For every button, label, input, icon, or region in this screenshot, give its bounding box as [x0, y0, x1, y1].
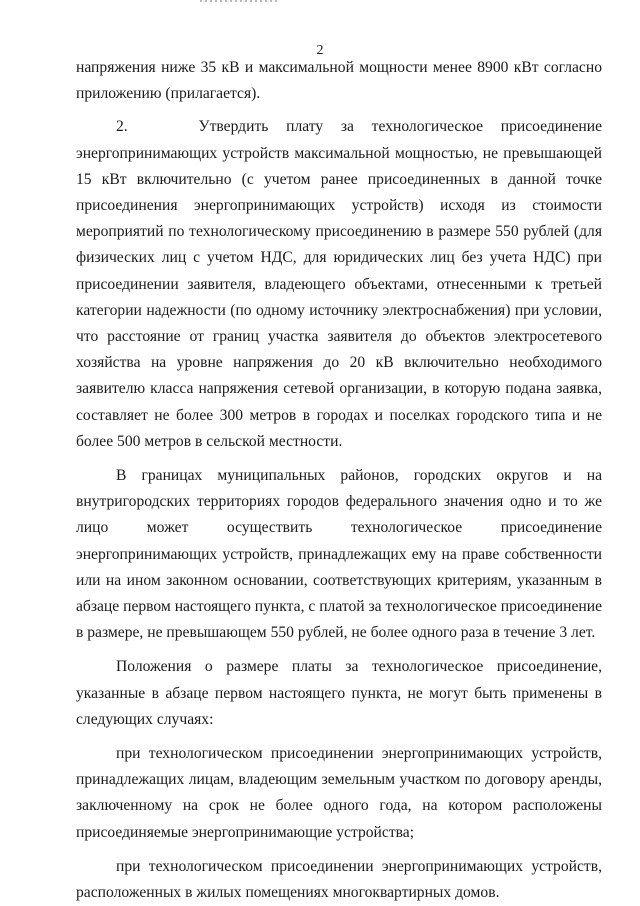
scan-artifact [200, 0, 280, 2]
document-body [76, 55, 602, 906]
paragraph-item-2: 2. Утвердить плату за технологическое присоединение энергопринимающих устройств максимальной мощностью, не превышающей 15 кВт включительно (с учетом ранее присоединенных в данной точке присоединения энергопринимающих устройств) исходя из стоимости мероприятий по технологическому присоединению в размере 550 рублей (для физических лиц с учетом НДС, для юридических лиц без учета НДС) при присоединении заявителя, владеющего объектами, отнесенными к третьей категории надежности (по одному источнику электроснабжения) при условии, что расстояние от границ участка заявителя до объектов электросетевого хозяйства на уровне напряжения до 20 кВ включительно необходимого заявителю класса напряжения сетевой организации, в которую подана заявка, составляет не более 300 метров в городах и поселках городского типа и не более 500 метров в сельской местности. [76, 118, 602, 450]
page-number: 2 [316, 43, 324, 58]
paragraph-exception-apartments: при технологическом присоединении энергопринимающих устройств, расположенных в жилых помещениях многоквартирных домов. [76, 857, 602, 902]
paragraph-exception-lease: при технологическом присоединении энергопринимающих устройств, принадлежащих лицам, владеющим земельным участком по договору аренды, заключенному на срок не более одного года, на котором расположены присоединяемые энергопринимающие устройства; [76, 745, 602, 841]
paragraph-continuation: напряжения ниже 35 кВ и максимальной мощности менее 8900 кВт согласно приложению (прилагается). [76, 59, 602, 103]
paragraph-municipal-limit: В границах муниципальных районов, городских округов и на внутригородских территориях городов федерального значения одно и то же лицо может осуществить технологическое присоединение энергопринимающих устройств, принадлежащих ему на праве собственности или на ином законном основании, соответствующих критериям, указанным в абзаце первом настоящего пункта, с платой за технологическое присоединение в размере, не превышающем 550 рублей, не более одного раза в течение 3 лет. [76, 467, 602, 642]
paragraph-exceptions-intro: Положения о размере платы за технологическое присоединение, указанные в абзаце первом настоящего пункта, не могут быть применены в следующих случаях: [76, 658, 602, 728]
